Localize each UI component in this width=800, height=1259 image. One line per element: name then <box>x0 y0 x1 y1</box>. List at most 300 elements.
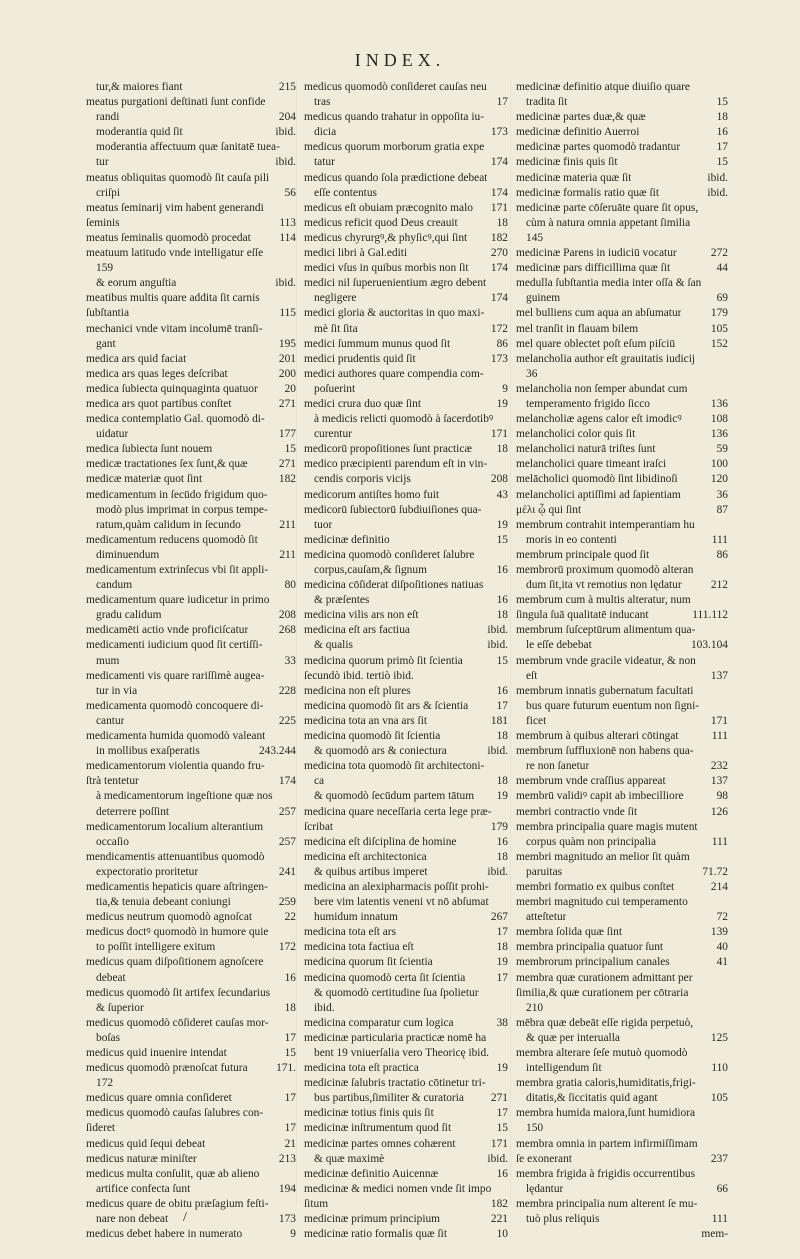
index-entry <box>516 427 728 442</box>
entry-page-number: 174 <box>490 156 508 169</box>
entry-text: tatur <box>314 156 335 169</box>
index-entry <box>516 1137 728 1152</box>
entry-text: medicina quomodò ſit ſcientia <box>304 730 441 743</box>
index-entry <box>516 548 728 563</box>
index-entry <box>516 895 728 910</box>
entry-text: tur,& maiores fiant <box>96 81 183 93</box>
index-entry <box>516 1152 728 1167</box>
entry-text: medicorum antiſtes homo fuit <box>304 488 440 501</box>
entry-page-number <box>725 231 728 246</box>
entry-text: à medicamentorum ingeſtione quæ nos <box>96 790 273 803</box>
index-entry <box>86 125 296 140</box>
entry-page-number: 221 <box>490 1213 508 1226</box>
index-entry <box>516 1212 728 1227</box>
entry-page-number <box>725 820 728 835</box>
index-entry <box>86 1121 296 1136</box>
index-entry <box>304 865 508 880</box>
entry-text: medica ars quas leges deſcribat <box>86 367 228 380</box>
index-entry <box>86 1031 296 1046</box>
entry-text: medicinæ definitio <box>304 533 390 546</box>
index-entry <box>86 352 296 367</box>
entry-text: medicamenti vis quare rariſſimè augea- <box>86 669 265 682</box>
entry-page-number: 173 <box>490 352 508 365</box>
index-entry <box>516 186 728 201</box>
entry-page-number <box>505 457 508 472</box>
entry-page-number <box>293 261 296 276</box>
entry-text: medicamentum reducens quomodò ſit <box>86 533 258 546</box>
entry-text: medicinæ parte cōſeruāte quare ſit opus, <box>516 201 699 214</box>
entry-text: melancholici naturā triſtes ſunt <box>516 443 656 456</box>
index-entry <box>304 1061 508 1076</box>
index-entry <box>516 397 728 412</box>
index-entry <box>516 1001 728 1016</box>
entry-text: & quæ per interualla <box>526 1031 620 1044</box>
entry-text: medicina tota factiua eſt <box>304 941 414 954</box>
index-entry <box>516 910 728 925</box>
entry-text: medicamenta humida quomodò valeant <box>86 730 266 743</box>
entry-page-number <box>725 699 728 714</box>
entry-page-number <box>505 548 508 563</box>
index-entry <box>516 125 728 140</box>
entry-page-number: ibid. <box>487 639 508 652</box>
entry-text: medici libri à Gal.editi <box>304 247 408 260</box>
index-entry <box>516 593 728 608</box>
entry-page-number: 270 <box>490 247 508 260</box>
index-entry <box>86 593 296 608</box>
entry-text: membra ſolida quæ ſint <box>516 926 622 939</box>
entry-page-number: 172 <box>278 941 296 954</box>
entry-page-number <box>293 593 296 608</box>
entry-text: tur in via <box>96 684 138 697</box>
entry-page-number: 103.104 <box>690 639 728 652</box>
index-entry <box>516 261 728 276</box>
index-entry <box>516 578 728 593</box>
index-entry <box>516 608 728 623</box>
entry-text: medicina comparatur cum logica <box>304 1016 454 1029</box>
entry-text: membra humida maiora,ſunt humidiora <box>516 1107 696 1120</box>
index-entry <box>304 155 508 170</box>
entry-page-number: 171 <box>710 714 728 727</box>
entry-text: medica ars quot partibus conſtet <box>86 397 232 410</box>
entry-page-number: 86 <box>716 548 728 561</box>
entry-text: medicamentorum localium alterantium <box>86 820 264 833</box>
entry-text: corpus,cauſam,& ſignum <box>314 564 427 576</box>
entry-page-number <box>725 895 728 910</box>
entry-text: melancholici quare timeant iraſci <box>516 458 667 471</box>
entry-text: ſideret <box>86 1122 116 1135</box>
entry-text: medicinæ pars difficillima quæ ſit <box>516 262 671 275</box>
entry-text: bus partibus,ſimiliter & curatoria <box>314 1092 464 1105</box>
entry-page-number: 38 <box>496 1016 508 1029</box>
entry-text: eſſe contentus <box>314 186 377 199</box>
entry-page-number <box>293 1197 296 1212</box>
index-entry <box>86 427 296 442</box>
entry-page-number <box>293 171 296 186</box>
entry-page-number: 18 <box>496 609 508 622</box>
index-entry <box>86 171 296 186</box>
entry-text: medicinæ finis quis ſit <box>516 156 618 169</box>
entry-page-number <box>725 971 728 986</box>
entry-page-number: 179 <box>710 307 728 320</box>
entry-text: occaſio <box>96 835 129 848</box>
entry-text: medicus chyrurgꝰ,& phyſicꝰ,qui ſint <box>304 231 468 244</box>
entry-page-number: 152 <box>710 337 728 350</box>
entry-text: mè ſit ſita <box>314 322 358 335</box>
entry-text: medicina tota an vna ars ſit <box>304 714 428 727</box>
entry-page-number <box>293 986 296 1001</box>
entry-page-number: 257 <box>278 805 296 818</box>
entry-text: medicamenta quomodò concoquere di- <box>86 699 264 712</box>
index-entry <box>304 805 508 820</box>
entry-text: medicinæ ratio formalis quæ ſit <box>304 1228 447 1241</box>
index-entry <box>516 1016 728 1031</box>
entry-text: deterrere poſſint <box>96 805 170 818</box>
index-entry <box>86 850 296 865</box>
entry-text: medicinæ Parens in iudiciū vocatur <box>516 247 677 260</box>
index-entry <box>516 759 728 774</box>
index-entry <box>86 820 296 835</box>
entry-page-number <box>725 80 728 95</box>
entry-text: ſtrà tentetur <box>86 775 139 788</box>
index-entry <box>304 322 508 337</box>
index-entry <box>86 1001 296 1016</box>
entry-page-number: 271 <box>278 397 296 410</box>
index-entry <box>516 1167 728 1182</box>
entry-text: medicus multa conſulit, quæ ab alieno <box>86 1167 260 1180</box>
entry-page-number: 113 <box>279 216 296 229</box>
entry-page-number: 268 <box>278 624 296 637</box>
index-entry <box>516 1091 728 1106</box>
entry-page-number <box>505 669 508 684</box>
entry-page-number: 18 <box>496 941 508 954</box>
entry-page-number: 195 <box>278 337 296 350</box>
entry-page-number <box>293 246 296 261</box>
entry-page-number: 108 <box>710 413 728 426</box>
index-entry <box>516 563 728 578</box>
entry-page-number <box>505 880 508 895</box>
entry-text: medicus quomodò prænoſcat futura <box>86 1062 248 1075</box>
entry-text: medicus quam diſpoſitionem agnoſcere <box>86 956 264 969</box>
entry-page-number: 225 <box>278 714 296 727</box>
index-entry <box>86 1076 296 1091</box>
index-entry <box>516 1031 728 1046</box>
entry-page-number <box>293 925 296 940</box>
entry-text: medicinæ definitio Auicennæ <box>304 1167 439 1180</box>
entry-text: debeat <box>96 971 126 984</box>
entry-text: membrum principale quod ſit <box>516 548 650 561</box>
entry-text: medicus quare omnia conſideret <box>86 1092 232 1105</box>
entry-page-number: 174 <box>490 262 508 275</box>
entry-text: cùm à natura omnia appetant ſimilia <box>526 216 691 229</box>
entry-text: tia,& tenuia debeant coniungi <box>96 896 231 909</box>
entry-page-number: 17 <box>496 96 508 109</box>
entry-text: medicina quorum ſit ſcientia <box>304 956 433 969</box>
entry-text: randi <box>96 111 120 124</box>
entry-text: medicus quid ſequi debeat <box>86 1137 206 1150</box>
index-entry <box>516 472 728 487</box>
index-entry <box>516 216 728 231</box>
entry-text: ditatis,& ſiccitatis quid agant <box>526 1092 658 1105</box>
entry-page-number: 66 <box>716 1182 728 1195</box>
entry-page-number <box>505 80 508 95</box>
index-entry <box>86 548 296 563</box>
entry-text: mel quare oblectet poſt eſum piſciū <box>516 337 676 350</box>
entry-text: membrum ſuffluxionē non habens qua- <box>516 745 694 758</box>
entry-page-number <box>293 488 296 503</box>
entry-page-number: 241 <box>278 865 296 878</box>
index-entry <box>516 171 728 186</box>
index-entry <box>304 925 508 940</box>
entry-text: μέλι ᾦ qui ſint <box>516 503 582 516</box>
entry-page-number: 100 <box>710 458 728 471</box>
index-entry <box>304 820 508 835</box>
entry-page-number: 194 <box>278 1182 296 1195</box>
index-entry <box>516 729 728 744</box>
entry-page-number <box>505 895 508 910</box>
index-entry <box>304 1227 508 1242</box>
index-entry <box>86 472 296 487</box>
entry-page-number: 136 <box>710 428 728 441</box>
entry-text: & qualis <box>314 639 353 652</box>
entry-page-number: 36 <box>716 488 728 501</box>
entry-page-number: 114 <box>279 231 296 244</box>
entry-text: medici authores quare compendia com- <box>304 367 484 380</box>
index-entry <box>86 729 296 744</box>
entry-text: & quomodò ars & coniectura <box>314 745 447 758</box>
entry-text: medicina tota quomodò ſit architectoni- <box>304 760 485 773</box>
index-entry <box>516 638 728 653</box>
entry-page-number: 19 <box>496 1062 508 1075</box>
entry-text: 159 <box>96 262 114 275</box>
entry-page-number <box>505 805 508 820</box>
index-entry <box>516 925 728 940</box>
index-entry <box>516 306 728 321</box>
entry-page-number <box>505 986 508 1001</box>
entry-page-number: 16 <box>496 1167 508 1180</box>
index-entry <box>516 880 728 895</box>
entry-text: melancholici color quis ſit <box>516 428 636 441</box>
entry-page-number <box>293 1016 296 1031</box>
entry-text: corpus quàm non principalia <box>526 835 657 848</box>
index-entry <box>86 291 296 306</box>
index-entry <box>304 1076 508 1091</box>
entry-page-number: 171 <box>490 1137 508 1150</box>
index-entry <box>516 412 728 427</box>
entry-page-number <box>505 1182 508 1197</box>
index-entry <box>86 1197 296 1212</box>
index-entry <box>86 503 296 518</box>
entry-text: membri contractio vnde ſit <box>516 805 638 818</box>
entry-page-number: 56 <box>284 186 296 199</box>
index-entry <box>86 216 296 231</box>
entry-page-number: 115 <box>279 307 296 320</box>
index-entry <box>516 95 728 110</box>
index-entry <box>516 986 728 1001</box>
entry-text: & eorum anguſtia <box>96 277 177 290</box>
index-entry <box>304 291 508 306</box>
index-entry <box>86 1016 296 1031</box>
index-entry <box>86 155 296 170</box>
index-entry <box>304 774 508 789</box>
index-entry <box>86 306 296 321</box>
entry-page-number: 19 <box>496 956 508 969</box>
index-entry <box>304 593 508 608</box>
index-entry <box>86 865 296 880</box>
entry-text: & quæ maximè <box>314 1152 385 1165</box>
entry-text: membrum à quibus alterari cōtingat <box>516 730 679 743</box>
entry-page-number: 105 <box>710 322 728 335</box>
entry-page-number: 40 <box>716 941 728 954</box>
index-entry <box>86 623 296 638</box>
entry-page-number <box>293 729 296 744</box>
entry-text: membrum ſuſceptūrum alimentum qua- <box>516 624 696 637</box>
entry-text: 210 <box>526 1001 544 1014</box>
entry-text: mechanici vnde vitam incolumē tranſi- <box>86 322 263 335</box>
entry-text: le eſſe debebat <box>526 639 592 652</box>
index-entry <box>304 427 508 442</box>
entry-text: artifice confecta ſunt <box>96 1182 191 1195</box>
entry-text: medici nil ſuperuenientium ægro debent <box>304 277 487 290</box>
entry-page-number <box>505 171 508 186</box>
index-entry <box>304 125 508 140</box>
index-entry <box>86 744 296 759</box>
entry-page-number: 173 <box>490 126 508 139</box>
entry-page-number <box>725 744 728 759</box>
footer-mark: / <box>183 1210 187 1225</box>
entry-text: ſecundò ibid. tertiò ibid. <box>304 669 414 682</box>
entry-page-number <box>293 699 296 714</box>
index-entry <box>304 276 508 291</box>
index-entry <box>516 291 728 306</box>
entry-page-number: 17 <box>496 1107 508 1120</box>
index-entry <box>304 442 508 457</box>
index-entry <box>86 1152 296 1167</box>
entry-page-number: 15 <box>284 443 296 456</box>
index-entry <box>516 246 728 261</box>
entry-text: meatibus multis quare addita ſit carnis <box>86 292 260 305</box>
index-entry <box>86 246 296 261</box>
entry-text: medicinæ particularia practicæ nomē ha <box>304 1031 487 1044</box>
entry-text: membra omnia in partem infirmiſſimam <box>516 1137 698 1150</box>
index-entry <box>304 1121 508 1136</box>
entry-text: medicina quomodò conſideret ſalubre <box>304 548 475 561</box>
index-column-3 <box>516 80 728 1242</box>
entry-text: mum <box>96 654 120 667</box>
entry-page-number: ibid. <box>487 745 508 758</box>
entry-text: meatuum latitudo vnde intelligatur eſſe <box>86 247 264 260</box>
entry-page-number: 16 <box>496 594 508 607</box>
entry-text: tur <box>96 156 109 169</box>
entry-page-number: 232 <box>710 760 728 773</box>
index-entry <box>304 518 508 533</box>
entry-text: medicinæ totius finis quis ſit <box>304 1107 434 1120</box>
index-entry <box>304 895 508 910</box>
index-entry <box>304 337 508 352</box>
entry-page-number: 43 <box>496 488 508 501</box>
entry-text: medicina an alexipharmacis poſſit prohi- <box>304 880 489 893</box>
entry-text: medicina tota eſt practica <box>304 1062 419 1075</box>
index-entry <box>304 472 508 487</box>
index-entry <box>86 940 296 955</box>
index-entry <box>304 367 508 382</box>
index-entry <box>516 382 728 397</box>
entry-text: medicamentum quare iudicetur in primo <box>86 594 270 607</box>
index-entry <box>86 367 296 382</box>
entry-text: moderantia affectuum quæ ſanitatē tuea- <box>96 141 280 154</box>
entry-text: medicæ tractationes ſex ſunt,& quæ <box>86 458 248 471</box>
page-header: INDEX. <box>354 50 446 70</box>
entry-page-number: 177 <box>278 428 296 441</box>
index-entry <box>516 940 728 955</box>
entry-text: medicina quare neceſſaria certa lege præ- <box>304 805 492 818</box>
entry-page-number: 125 <box>710 1031 728 1044</box>
entry-text: mel tranſit in flauam bilem <box>516 322 639 335</box>
entry-text: mel bulliens cum aqua an abſumatur <box>516 307 682 320</box>
entry-page-number: 44 <box>716 262 728 275</box>
index-entry <box>516 1106 728 1121</box>
index-entry <box>86 442 296 457</box>
index-entry <box>86 986 296 1001</box>
entry-page-number: ibid. <box>707 186 728 199</box>
entry-page-number: 15 <box>716 96 728 109</box>
entry-text: atteſtetur <box>526 911 567 924</box>
index-entry <box>516 1227 728 1242</box>
index-entry <box>304 1137 508 1152</box>
entry-text: medicinæ definitio Auerroi <box>516 126 640 139</box>
entry-text: intelligendum ſit <box>526 1062 602 1075</box>
entry-text: ca <box>314 775 325 788</box>
entry-text: poſuerint <box>314 382 356 395</box>
entry-page-number: 80 <box>284 579 296 592</box>
entry-page-number: 211 <box>279 548 296 561</box>
entry-text: medicus quomodò conſideret cauſas neu <box>304 81 487 93</box>
entry-text: medicus naturæ miniſter <box>86 1152 197 1165</box>
entry-page-number: 33 <box>284 654 296 667</box>
index-entry <box>86 835 296 850</box>
index-entry <box>516 322 728 337</box>
entry-text: ſimilia,& quæ curationem per cōtraria <box>516 986 689 999</box>
index-entry <box>86 488 296 503</box>
entry-page-number: 110 <box>711 1062 728 1075</box>
index-entry <box>86 337 296 352</box>
entry-text: medici gloria & auctoritas in quo maxi- <box>304 307 485 320</box>
index-entry <box>304 729 508 744</box>
index-entry <box>86 186 296 201</box>
entry-text: medicina quomodò certa ſit ſcientia <box>304 971 466 984</box>
entry-page-number <box>293 322 296 337</box>
entry-text: medicina quorum primò ſit ſcientia <box>304 654 463 667</box>
entry-text: bere vim latentis veneni vt nō abſumat <box>314 896 489 909</box>
entry-page-number <box>505 578 508 593</box>
index-entry <box>86 955 296 970</box>
entry-page-number: 200 <box>278 367 296 380</box>
entry-text: ſcribat <box>304 820 334 833</box>
entry-text: membra alterare ſeſe mutuò quomodò <box>516 1047 688 1059</box>
index-entry <box>304 654 508 669</box>
entry-page-number: 15 <box>496 533 508 546</box>
index-entry <box>516 850 728 865</box>
index-entry <box>516 140 728 155</box>
entry-page-number <box>725 201 728 216</box>
entry-text: bent 19 vniuerſalia vero Theoricę ibid. <box>314 1047 490 1059</box>
entry-page-number: 105 <box>710 1092 728 1105</box>
index-entry <box>304 638 508 653</box>
entry-text: medici ſummum munus quod ſit <box>304 337 451 350</box>
index-entry <box>304 955 508 970</box>
index-entry <box>516 699 728 714</box>
entry-page-number: 182 <box>278 473 296 486</box>
index-entry <box>304 563 508 578</box>
